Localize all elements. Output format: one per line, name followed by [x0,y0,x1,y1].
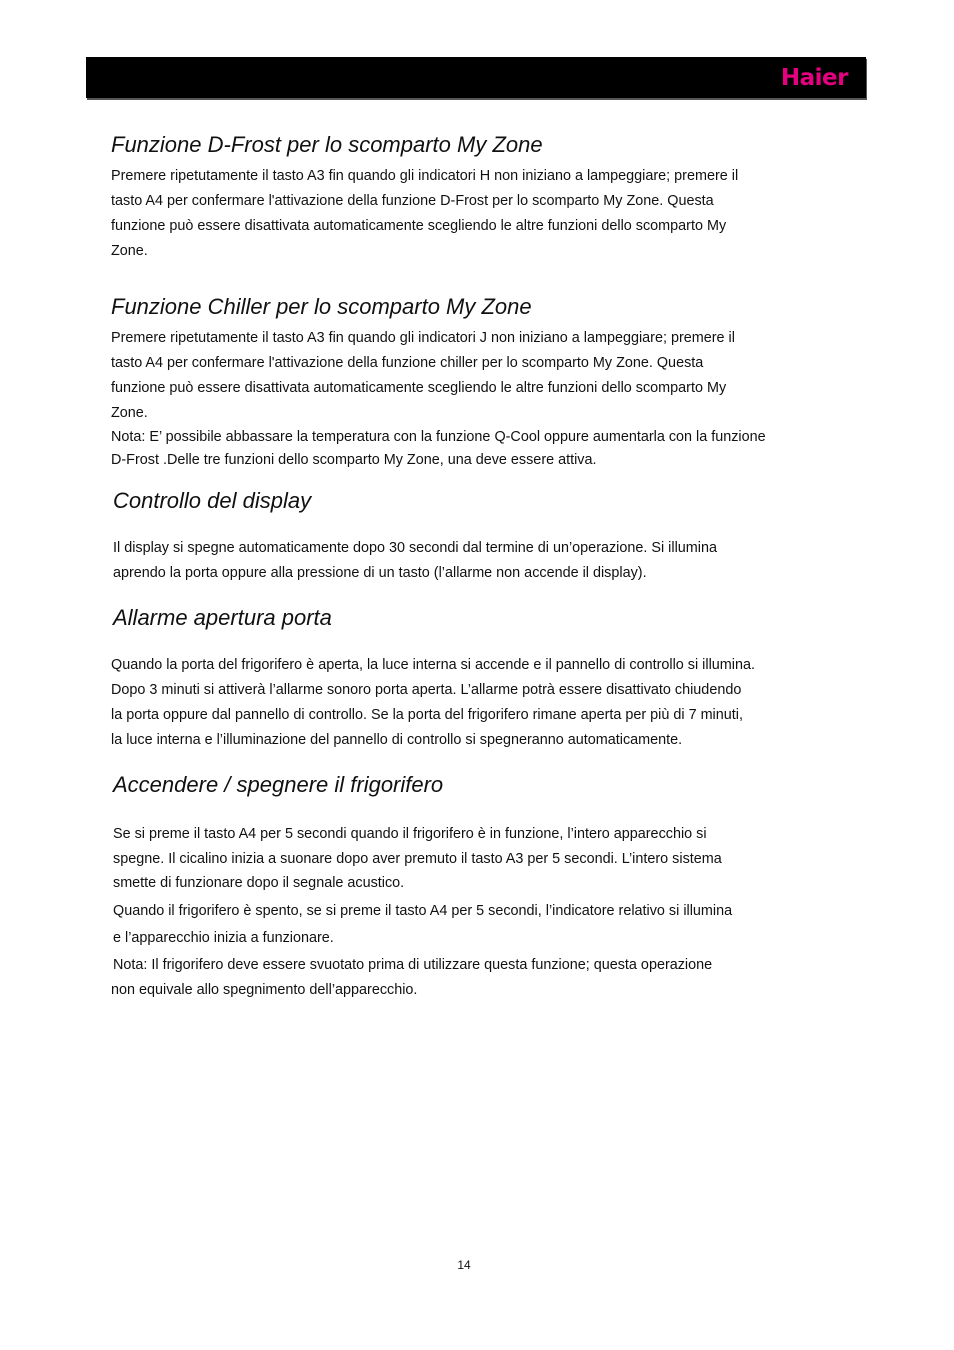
section-title: Funzione D-Frost per lo scomparto My Zone [111,132,543,157]
section-title: Controllo del display [113,488,312,513]
note-line: non equivale allo spegnimento dell’apparecchio. [111,981,418,998]
body-line: tasto A4 per confermare l'attivazione della funzione D-Frost per lo scomparto My Zone. Questa [111,193,714,209]
page-number: 14 [457,1258,471,1272]
section-body [111,164,856,264]
body-line: smette di funzionare dopo il segnale acustico. [113,875,405,891]
body-line: la luce interna e l’illuminazione del pannello di controllo si spegneranno automaticamente. [111,732,683,748]
body-line: Zone. [111,243,148,259]
haier-logo: Haier [780,65,848,91]
section-body [113,822,858,896]
body-line: Se si preme il tasto A4 per 5 secondi quando il frigorifero è in funzione, l’intero apparecchio si [113,826,707,842]
section-body [111,326,856,426]
section-chiller [111,293,856,472]
body-line: Dopo 3 minuti si attiverà l’allarme sonoro porta aperta. L’allarme potrà essere disattivato chiudendo [111,682,742,698]
body-line: spegne. Il cicalino inizia a suonare dopo aver premuto il tasto A3 per 5 secondi. L’intero sistema [113,850,722,867]
body-line: aprendo la porta oppure alla pressione di un tasto (l’allarme non accende il display). [113,565,647,581]
section-title: Accendere / spegnere il frigorifero [113,772,444,797]
section-body [111,653,856,753]
body-line: Premere ripetutamente il tasto A3 fin quando gli indicatori J non iniziano a lampeggiare; premere il [111,330,735,346]
note-line: D-Frost .Delle tre funzioni dello scomparto My Zone, una deve essere attiva. [111,452,597,468]
body-line: Zone. [111,405,148,421]
section-door-alarm [111,604,856,753]
section-title: Allarme apertura porta [113,605,332,630]
body-line: Quando la porta del frigorifero è aperta, la luce interna si accende e il pannello di controllo si illumina. [111,657,755,673]
section-dfrost [111,131,856,264]
body-line: funzione può essere disattivata automaticamente scegliendo le altre funzioni dello scomparto My [111,218,727,234]
body-line: la porta oppure dal pannello di controllo. Se la porta del frigorifero rimane aperta per più di 7 minuti, [111,707,743,723]
section-display [113,487,858,586]
note-line: Nota: E’ possibile abbassare la temperatura con la funzione Q-Cool oppure aumentarla con la funzione [111,429,766,445]
section-body [113,536,858,586]
body-line: Premere ripetutamente il tasto A3 fin quando gli indicatori H non iniziano a lampeggiare; premere il [111,168,739,184]
section-title: Funzione Chiller per lo scomparto My Zone [111,294,532,319]
section-note [111,426,856,472]
note-line: Nota: Il frigorifero deve essere svuotato prima di utilizzare questa funzione; questa operazione [113,956,713,973]
body-line: funzione può essere disattivata automaticamente scegliendo le altre funzioni dello scomparto My [111,380,727,396]
body-line: Quando il frigorifero è spento, se si preme il tasto A4 per 5 secondi, l’indicatore relativo si illumina [113,902,733,919]
body-line: Il display si spegne automaticamente dopo 30 secondi dal termine di un’operazione. Si illumina [113,540,717,556]
section-power [113,771,858,1003]
section-note [113,953,858,1003]
section-body-2 [113,898,858,952]
body-line: e l’apparecchio inizia a funzionare. [113,929,334,946]
header-bar [86,57,866,98]
body-line: tasto A4 per confermare l'attivazione della funzione chiller per lo scomparto My Zone. Questa [111,355,704,371]
